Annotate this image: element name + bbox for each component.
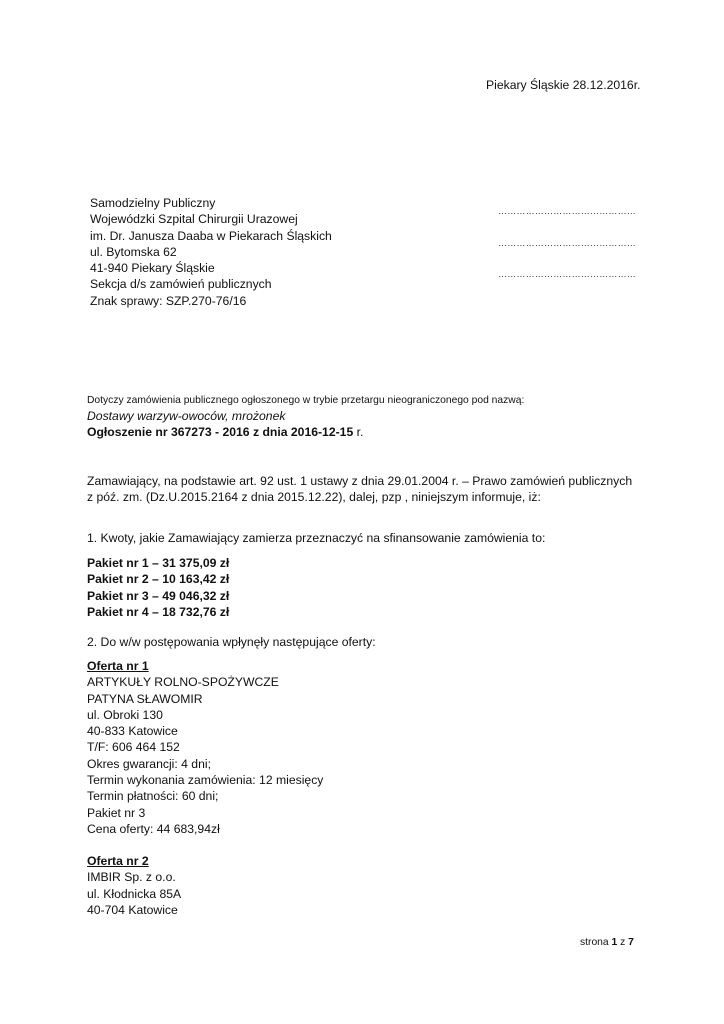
offer-line: 40-704 Katowice bbox=[87, 902, 178, 917]
subject-intro: Dotyczy zamówienia publicznego ogłoszonego w trybie przetargu nieograniczonego pod nazwą: bbox=[87, 395, 525, 406]
notice-line bbox=[87, 424, 363, 440]
offer-1 bbox=[87, 658, 323, 837]
intro-paragraph-line: Zamawiający, na podstawie art. 92 ust. 1 ustawy z dnia 29.01.2004 r. – Prawo zamówień publicznych bbox=[87, 474, 633, 488]
offer-2 bbox=[87, 853, 181, 918]
offer-line: T/F: 606 464 152 bbox=[87, 740, 180, 755]
point-1-heading: 1. Kwoty, jakie Zamawiający zamierza przeznaczyć na sfinansowanie zamówienia to: bbox=[87, 531, 546, 545]
point-2-heading: 2. Do w/w postępowania wpłynęły następujące oferty: bbox=[87, 635, 376, 649]
page-sep: z bbox=[617, 937, 629, 948]
offer-line: ul. Obroki 130 bbox=[87, 707, 163, 722]
offer-line: IMBIR Sp. z o.o. bbox=[87, 870, 176, 885]
sender-line: Samodzielny Publiczny bbox=[90, 196, 216, 210]
offer-line: Cena oferty: 44 683,94zł bbox=[87, 821, 220, 836]
offer-line: Okres gwarancji: 4 dni; bbox=[87, 756, 211, 771]
offer-line: Pakiet nr 3 bbox=[87, 805, 146, 820]
offer-line: ARTYKUŁY ROLNO-SPOŻYWCZE bbox=[87, 675, 279, 690]
sender-address bbox=[90, 195, 332, 309]
page-total: 7 bbox=[628, 937, 634, 948]
offer-line: PATYNA SŁAWOMIR bbox=[87, 691, 203, 706]
page-current: 1 bbox=[611, 937, 618, 948]
package-amount: Pakiet nr 4 – 18 732,76 zł bbox=[87, 604, 230, 619]
case-number: Znak sprawy: SZP.270-76/16 bbox=[90, 293, 247, 308]
package-amounts bbox=[87, 555, 229, 620]
page-number bbox=[580, 936, 634, 950]
place-date: Piekary Śląskie 28.12.2016r. bbox=[486, 78, 641, 92]
recipient-line: ……………………………………… bbox=[498, 206, 636, 216]
package-amount: Pakiet nr 3 – 49 046,32 zł bbox=[87, 588, 230, 603]
recipient-line: ……………………………………… bbox=[498, 238, 636, 248]
page-prefix: strona bbox=[580, 937, 612, 948]
intro-paragraph-line: z póź. zm. (Dz.U.2015.2164 z dnia 2015.12.22), dalej, pzp , niniejszym informuje, iż: bbox=[87, 490, 541, 504]
offer-line: Termin płatności: 60 dni; bbox=[87, 789, 219, 804]
sender-line: im. Dr. Janusza Daaba w Piekarach Śląskich bbox=[90, 228, 332, 243]
sender-line: Wojewódzki Szpital Chirurgii Urazowej bbox=[90, 212, 298, 227]
offer-line: 40-833 Katowice bbox=[87, 724, 178, 739]
tender-name: Dostawy warzyw-owoców, mrożonek bbox=[87, 409, 286, 423]
package-amount: Pakiet nr 2 – 10 163,42 zł bbox=[87, 572, 230, 587]
notice-suffix: r. bbox=[353, 425, 364, 439]
sender-line: 41-940 Piekary Śląskie bbox=[90, 261, 215, 276]
recipient-line: ……………………………………… bbox=[498, 269, 636, 279]
offer-line: Termin wykonania zamówienia: 12 miesięcy bbox=[87, 773, 324, 788]
package-amount: Pakiet nr 1 – 31 375,09 zł bbox=[87, 556, 230, 570]
notice-number: Ogłoszenie nr 367273 - 2016 z dnia 2016-12-15 bbox=[87, 425, 354, 439]
offer-title: Oferta nr 2 bbox=[87, 854, 149, 868]
sender-line: Sekcja d/s zamówień publicznych bbox=[90, 277, 272, 292]
offer-line: ul. Kłodnicka 85A bbox=[87, 886, 182, 901]
offer-title: Oferta nr 1 bbox=[87, 659, 149, 673]
sender-line: ul. Bytomska 62 bbox=[90, 244, 177, 259]
